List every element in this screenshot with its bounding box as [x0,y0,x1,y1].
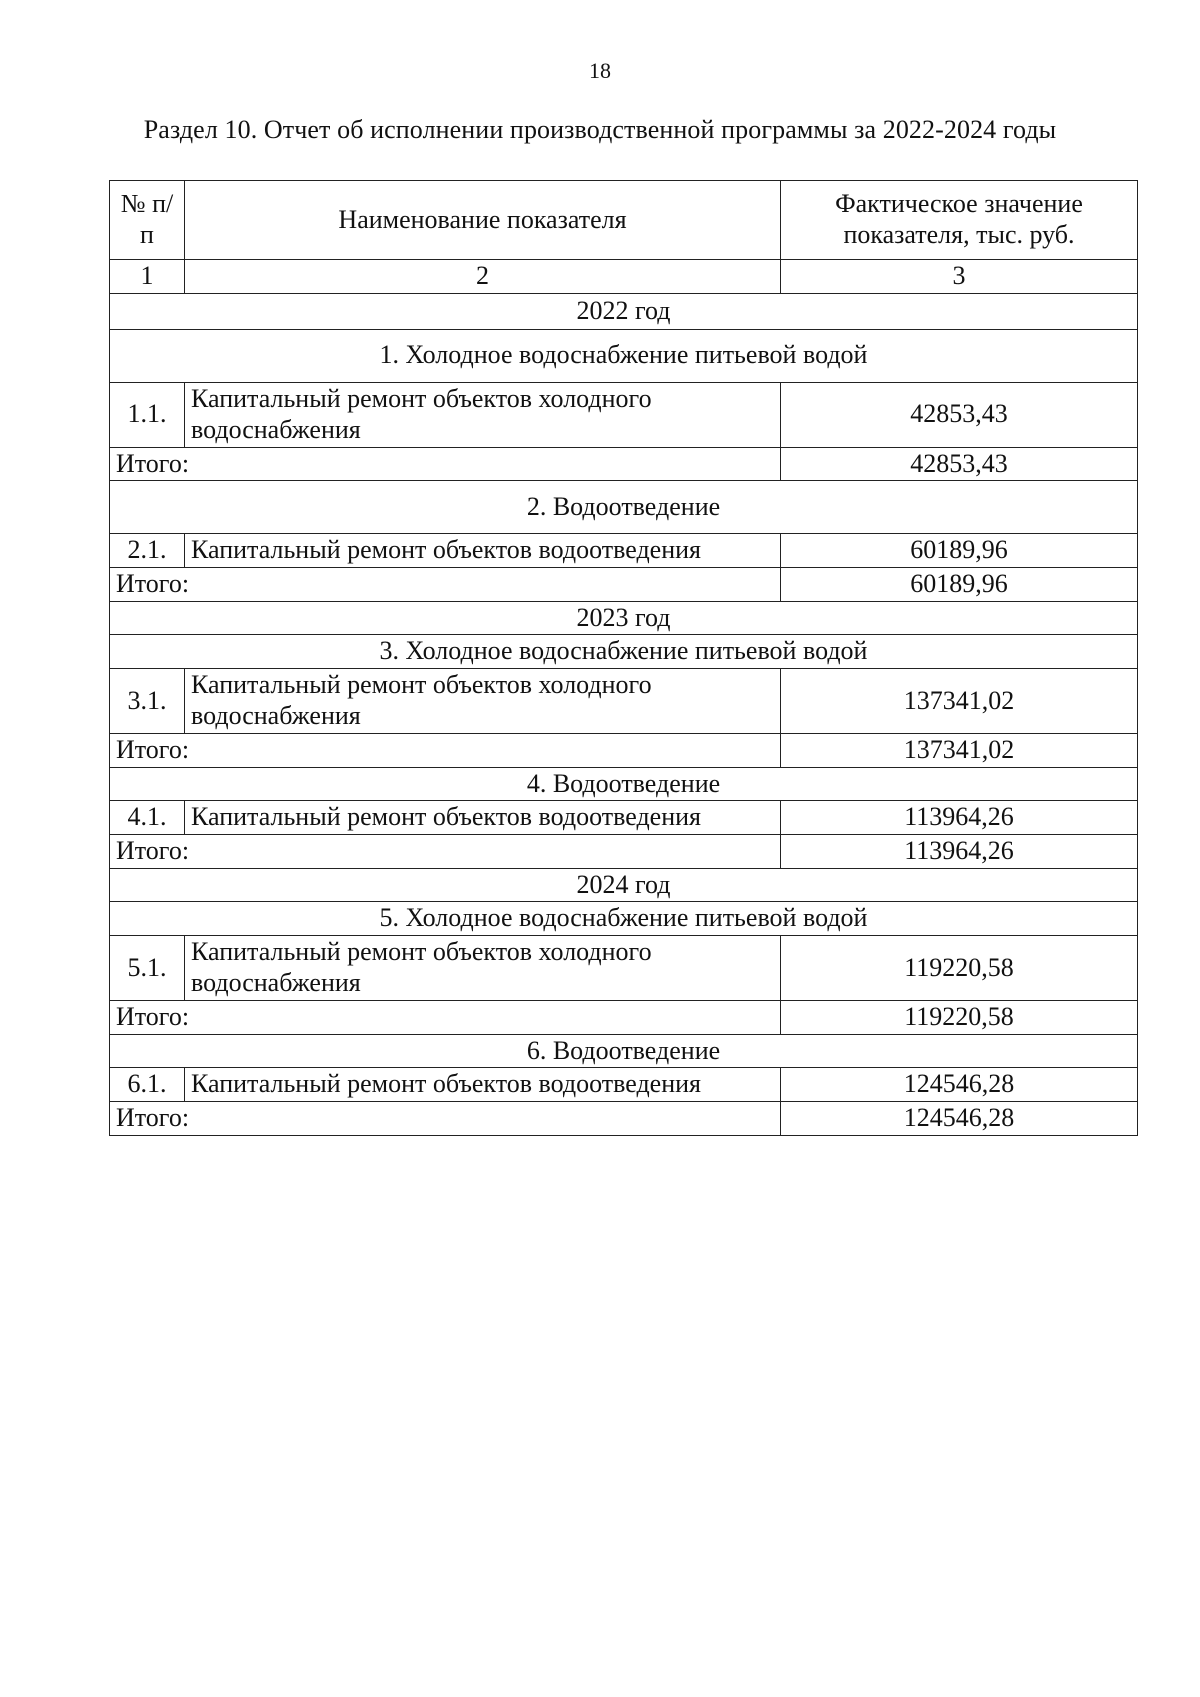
item-name: Капитальный ремонт объектов водоотведения [185,1068,781,1102]
table-row [110,669,1138,734]
section-label: 5. Холодное водоснабжение питьевой водой [110,902,1138,936]
item-number: 1.1. [110,382,185,447]
section-label: 4. Водоотведение [110,767,1138,801]
total-row [110,568,1138,602]
table-row [110,1068,1138,1102]
total-value: 119220,58 [781,1001,1138,1035]
column-number-1: 1 [110,260,185,294]
year-label: 2023 год [110,601,1138,635]
table-header-row [110,181,1138,260]
table-row [110,534,1138,568]
item-value: 137341,02 [781,669,1138,734]
section-label: 6. Водоотведение [110,1034,1138,1068]
column-number-2: 2 [185,260,781,294]
item-number: 3.1. [110,669,185,734]
page-number: 18 [589,58,611,83]
total-row [110,447,1138,481]
section-label: 2. Водоотведение [110,481,1138,534]
table-row [110,382,1138,447]
total-row [110,1001,1138,1035]
total-label: Итого: [110,1102,781,1136]
total-row [110,734,1138,768]
item-number: 2.1. [110,534,185,568]
section-row [110,1034,1138,1068]
total-label: Итого: [110,835,781,869]
item-name: Капитальный ремонт объектов холодного водоснабжения [185,669,781,734]
section-row [110,767,1138,801]
section-label: 3. Холодное водоснабжение питьевой водой [110,635,1138,669]
total-label: Итого: [110,447,781,481]
item-number: 6.1. [110,1068,185,1102]
total-value: 42853,43 [781,447,1138,481]
section-row [110,902,1138,936]
year-row [110,293,1138,329]
section-row [110,635,1138,669]
total-row [110,835,1138,869]
header-number-cell: № п/п [110,181,185,260]
item-name: Капитальный ремонт объектов холодного водоснабжения [185,382,781,447]
column-numbering-row [110,260,1138,294]
section-title: Раздел 10. Отчет об исполнении производственной программы за 2022-2024 годы [143,115,1057,144]
table-row [110,801,1138,835]
section-row [110,329,1138,382]
table-row [110,936,1138,1001]
total-value: 60189,96 [781,568,1138,602]
total-label: Итого: [110,568,781,602]
column-number-3: 3 [781,260,1138,294]
total-value: 113964,26 [781,835,1138,869]
item-value: 60189,96 [781,534,1138,568]
item-name: Капитальный ремонт объектов водоотведения [185,801,781,835]
total-label: Итого: [110,1001,781,1035]
section-label: 1. Холодное водоснабжение питьевой водой [110,329,1138,382]
item-value: 119220,58 [781,936,1138,1001]
item-number: 5.1. [110,936,185,1001]
year-label: 2022 год [110,293,1138,329]
section-row [110,481,1138,534]
total-label: Итого: [110,734,781,768]
total-value: 137341,02 [781,734,1138,768]
total-row [110,1102,1138,1136]
item-value: 113964,26 [781,801,1138,835]
total-value: 124546,28 [781,1102,1138,1136]
year-label: 2024 год [110,868,1138,902]
item-name: Капитальный ремонт объектов холодного водоснабжения [185,936,781,1001]
header-value-cell: Фактическое значение показателя, тыс. руб. [781,181,1138,260]
item-value: 124546,28 [781,1068,1138,1102]
report-table [109,180,1138,1136]
year-row [110,601,1138,635]
header-name-cell: Наименование показателя [185,181,781,260]
item-value: 42853,43 [781,382,1138,447]
item-name: Капитальный ремонт объектов водоотведения [185,534,781,568]
year-row [110,868,1138,902]
item-number: 4.1. [110,801,185,835]
